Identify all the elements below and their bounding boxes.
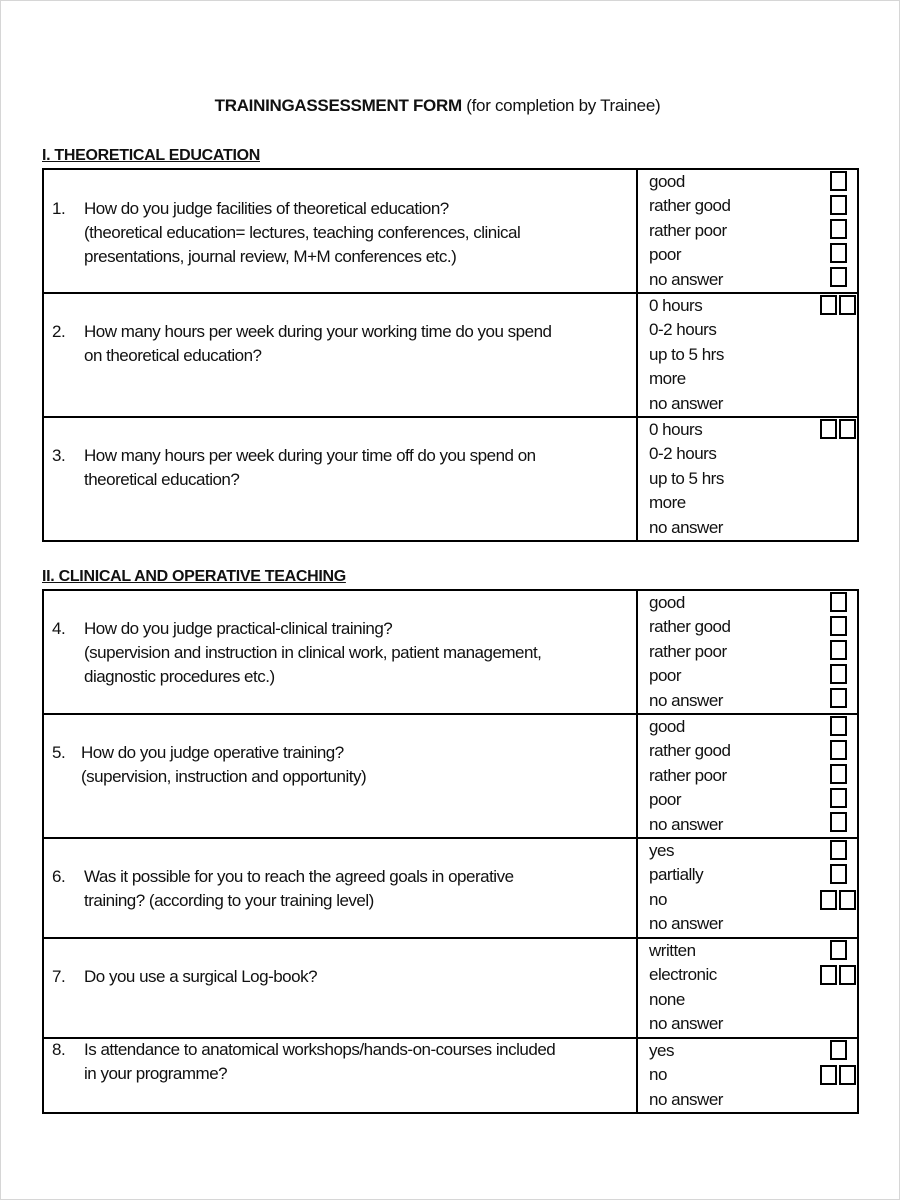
option-label: electronic	[649, 965, 717, 985]
checkbox[interactable]	[830, 788, 847, 808]
question-cell	[43, 714, 637, 838]
option-label: partially	[649, 865, 704, 885]
question-text	[84, 320, 624, 368]
question-cell	[43, 169, 637, 293]
option-label: 0 hours	[649, 420, 703, 439]
question-cell	[43, 293, 637, 417]
option-label: good	[649, 172, 685, 191]
question-number: 3.	[52, 446, 66, 465]
checkbox[interactable]	[820, 890, 837, 910]
answer-cell	[637, 714, 858, 838]
clinical-teaching-table	[42, 589, 859, 1114]
option-label: more	[649, 493, 686, 513]
checkbox[interactable]	[830, 243, 847, 263]
question-row	[43, 417, 858, 541]
question-line: (supervision and instruction in clinical work, patient management,	[84, 643, 542, 662]
option-label: none	[649, 989, 685, 1009]
question-text	[81, 741, 621, 789]
checkbox[interactable]	[830, 1040, 847, 1060]
checkbox[interactable]	[820, 295, 837, 315]
option-label: written	[649, 941, 696, 960]
checkbox[interactable]	[820, 1065, 837, 1085]
option-label: poor	[649, 666, 682, 686]
question-number: 7.	[52, 967, 66, 986]
option-label: no	[649, 889, 667, 909]
question-number: 5.	[52, 743, 66, 762]
option-label: poor	[649, 790, 682, 810]
question-line: How many hours per week during your working time do you spend	[84, 322, 552, 341]
checkbox[interactable]	[830, 688, 847, 708]
answer-cell	[637, 938, 858, 1038]
option-label: no	[649, 1065, 667, 1085]
question-text	[84, 965, 624, 989]
checkbox[interactable]	[830, 664, 847, 684]
option-label: no answer	[649, 517, 723, 537]
question-line: (theoretical education= lectures, teaching conferences, clinical	[84, 223, 521, 242]
question-row	[43, 838, 858, 938]
checkbox[interactable]	[830, 740, 847, 760]
checkbox[interactable]	[839, 890, 856, 910]
answer-cell	[637, 590, 858, 714]
question-line: theoretical education?	[84, 470, 240, 489]
checkbox[interactable]	[839, 295, 856, 315]
checkbox[interactable]	[839, 965, 856, 985]
checkbox[interactable]	[830, 864, 847, 884]
checkbox[interactable]	[830, 716, 847, 736]
answer-options	[649, 418, 724, 540]
question-line: on theoretical education?	[84, 346, 262, 365]
question-line: How do you judge operative training?	[81, 743, 344, 762]
option-label: rather poor	[649, 641, 727, 661]
option-label: no answer	[649, 1014, 723, 1034]
checkbox[interactable]	[830, 764, 847, 784]
option-label: up to 5 hrs	[649, 468, 724, 488]
form-title	[0, 96, 875, 116]
question-line: How many hours per week during your time off do you spend on	[84, 446, 536, 465]
question-line: How do you judge facilities of theoretical education?	[84, 199, 449, 218]
question-cell	[43, 938, 637, 1038]
option-label: rather good	[649, 196, 731, 216]
question-number: 6.	[52, 867, 66, 886]
question-text	[84, 197, 624, 269]
option-label: yes	[649, 1041, 674, 1060]
question-text	[84, 865, 624, 913]
question-line: (supervision, instruction and opportunity)	[81, 767, 367, 786]
answer-options	[649, 715, 730, 837]
section-heading-clinical: II. CLINICAL AND OPERATIVE TEACHING	[42, 568, 346, 585]
question-row	[43, 293, 858, 417]
question-cell	[43, 590, 637, 714]
option-label: good	[649, 593, 685, 612]
question-cell	[43, 838, 637, 938]
form-title-main: TRAININGASSESSMENT FORM	[214, 96, 462, 115]
option-label: no answer	[649, 690, 723, 710]
option-label: 0-2 hours	[649, 320, 717, 340]
question-line: Was it possible for you to reach the agreed goals in operative	[84, 867, 514, 886]
answer-options	[649, 939, 723, 1037]
option-label: rather good	[649, 617, 731, 637]
option-label: yes	[649, 841, 674, 860]
answer-options	[649, 170, 730, 292]
option-label: more	[649, 369, 686, 389]
option-label: good	[649, 717, 685, 736]
checkbox[interactable]	[830, 171, 847, 191]
question-row	[43, 1038, 858, 1113]
answer-cell	[637, 169, 858, 293]
answer-options	[649, 294, 724, 416]
question-number: 4.	[52, 619, 66, 638]
question-cell	[43, 417, 637, 541]
checkbox[interactable]	[830, 840, 847, 860]
option-label: no answer	[649, 914, 723, 934]
checkbox[interactable]	[830, 195, 847, 215]
checkbox[interactable]	[839, 419, 856, 439]
answer-options	[649, 591, 730, 713]
answer-cell	[637, 1038, 858, 1113]
answer-options	[649, 1039, 723, 1112]
form-title-subtitle: (for completion by Trainee)	[466, 96, 661, 115]
question-text	[84, 1038, 624, 1086]
question-line: training? (according to your training level)	[84, 891, 374, 910]
answer-cell	[637, 293, 858, 417]
checkbox[interactable]	[830, 592, 847, 612]
checkbox[interactable]	[839, 1065, 856, 1085]
checkbox[interactable]	[830, 940, 847, 960]
question-row	[43, 714, 858, 838]
question-row	[43, 169, 858, 293]
checkbox[interactable]	[820, 965, 837, 985]
question-row	[43, 938, 858, 1038]
question-row	[43, 590, 858, 714]
option-label: poor	[649, 245, 682, 265]
checkbox[interactable]	[830, 267, 847, 287]
checkbox[interactable]	[830, 616, 847, 636]
checkbox[interactable]	[830, 640, 847, 660]
question-number: 1.	[52, 199, 66, 218]
option-label: up to 5 hrs	[649, 344, 724, 364]
option-label: no answer	[649, 1089, 723, 1109]
question-line: Do you use a surgical Log-book?	[84, 967, 318, 986]
option-label: no answer	[649, 269, 723, 289]
question-line: How do you judge practical-clinical training?	[84, 619, 393, 638]
checkbox[interactable]	[820, 419, 837, 439]
option-label: 0-2 hours	[649, 444, 717, 464]
question-cell	[43, 1038, 637, 1113]
question-line: in your programme?	[84, 1064, 228, 1083]
question-text	[84, 444, 624, 492]
answer-options	[649, 839, 723, 937]
question-number: 8.	[52, 1040, 66, 1059]
answer-cell	[637, 838, 858, 938]
option-label: rather poor	[649, 220, 727, 240]
checkbox[interactable]	[830, 219, 847, 239]
question-line: diagnostic procedures etc.)	[84, 667, 275, 686]
answer-cell	[637, 417, 858, 541]
question-text	[84, 617, 624, 689]
option-label: 0 hours	[649, 296, 703, 315]
checkbox[interactable]	[830, 812, 847, 832]
option-label: rather poor	[649, 765, 727, 785]
question-number: 2.	[52, 322, 66, 341]
option-label: no answer	[649, 393, 723, 413]
question-line: Is attendance to anatomical workshops/hands-on-courses included	[84, 1040, 556, 1059]
option-label: rather good	[649, 741, 731, 761]
question-line: presentations, journal review, M+M conferences etc.)	[84, 247, 457, 266]
section-heading-theoretical: I. THEORETICAL EDUCATION	[42, 147, 260, 164]
theoretical-education-table	[42, 168, 859, 542]
option-label: no answer	[649, 814, 723, 834]
